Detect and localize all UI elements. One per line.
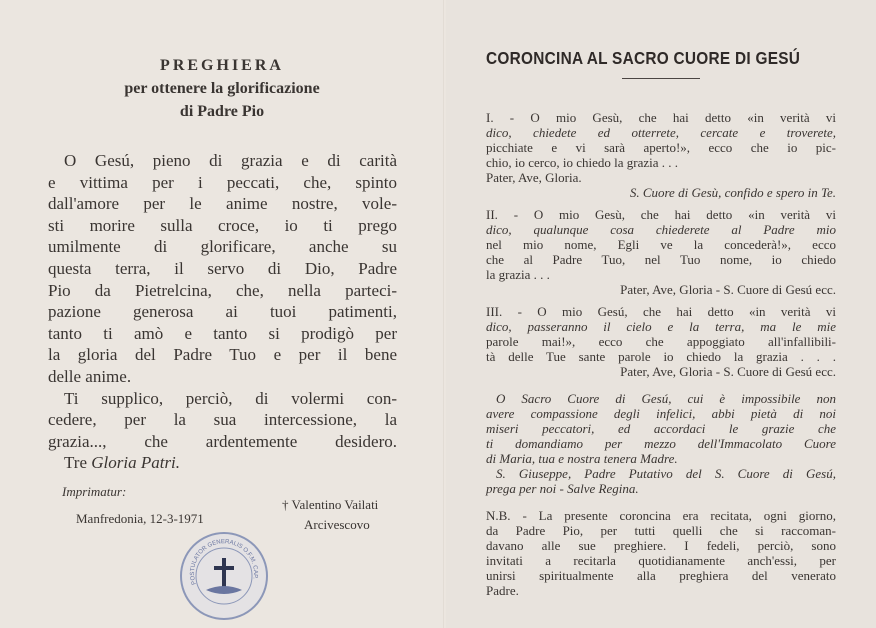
text-line: Pater, Ave, Gloria - S. Cuore di Gesú ecc.: [620, 282, 836, 297]
prayer-closing: [48, 452, 397, 474]
text-line: picchiate e vi sarà aperto!», ecco che io pic-: [486, 140, 836, 155]
coroncina-title: CORONCINA AL SACRO CUORE DI GESÚ: [486, 48, 801, 68]
prayer-line: pazione generosa ai tuoi patimenti,: [48, 302, 397, 322]
text-line: prega per noi - Salve Regina.: [486, 481, 639, 496]
text-line: unirsi spiritualmente alla preghiera del venerato: [486, 568, 836, 583]
prayer-line: umilmente di glorificare, anche su: [48, 237, 397, 257]
section-1: [486, 110, 836, 200]
prayer-body: [48, 150, 397, 474]
section-3: [486, 304, 836, 379]
prayer-subtitle-2: di Padre Pio: [179, 103, 265, 120]
text-line: miseri peccatori, ed accordaci le grazie che: [486, 421, 836, 436]
prayer-line: Ti supplico, perciò, di volermi con-: [64, 388, 397, 408]
text-line: S. Cuore di Gesù, confido e spero in Te.: [629, 185, 836, 200]
text-line: tà delle Tue sante parole io chiedo la grazia . . .: [486, 349, 836, 364]
prayer-line: delle anime.: [48, 366, 132, 386]
text-line: avere compassione degli infelici, abbi pietà di noi: [486, 406, 836, 421]
section-nb: [486, 508, 836, 598]
text-line: S. Giuseppe, Padre Putativo del S. Cuore di Gesú,: [496, 466, 836, 481]
text-line: dico, passeranno il cielo e la terra, ma le mie: [486, 319, 836, 334]
right-page: [446, 0, 876, 628]
prayer-title: PREGHIERA: [160, 57, 284, 74]
text-line: Padre.: [486, 583, 519, 598]
coroncina-body: [486, 110, 836, 605]
text-line: II. - O mio Gesù, che hai detto «in verità vi: [486, 207, 836, 222]
text-line: ti domandiamo per mezzo dell'Immacolato Cuore: [486, 436, 836, 451]
section-2: [486, 207, 836, 297]
text-line: dico, qualunque cosa chiederete al Padre mio: [486, 222, 836, 237]
prayer-line: sti morire sulla croce, io ti prego: [48, 215, 397, 235]
bishop-name: † Valentino Vailati: [282, 497, 379, 512]
text-line: nel mio nome, Egli ve la concederà!», ecco: [486, 237, 836, 252]
closing-prefix: Tre: [64, 453, 92, 473]
prayer-line: e vittima per i peccati, che, spinto: [48, 172, 397, 192]
title-divider: [622, 78, 700, 79]
text-line: III. - O mio Gesú, che hai detto «in verità vi: [486, 304, 836, 319]
text-line: la grazia . . .: [486, 267, 550, 282]
prayer-line: tanto ti amò e tanto si prodigò per: [48, 323, 397, 343]
text-line: Pater, Ave, Gloria.: [486, 170, 582, 185]
text-line: di Maria, tua e nostra tenera Madre.: [486, 451, 678, 466]
text-line: I. - O mio Gesù, che hai detto «in verità vi: [486, 110, 836, 125]
prayer-line: cedere, per la sua intercessione, la: [48, 410, 397, 430]
prayer-line: Pio da Pietrelcina, che, nella parteci-: [48, 280, 397, 300]
prayer-line: O Gesú, pieno di grazia e di carità: [64, 151, 397, 170]
text-line: dico, chiedete ed otterrete, cercate e troverete,: [486, 125, 836, 140]
text-line: O Sacro Cuore di Gesú, cui è impossibile non: [496, 391, 836, 406]
postulator-seal-stamp: [180, 532, 268, 620]
bishop-title: Arcivescovo: [304, 517, 370, 532]
text-line: N.B. - La presente coroncina era recitata, ogni giorno,: [486, 508, 836, 523]
svg-text:POSTULATOR GENERALIS O.F.M. CA: POSTULATOR GENERALIS O.F.M. CAP.: [189, 539, 259, 586]
text-line: parole mai!», ecco che appoggiato all'infallibili-: [486, 334, 836, 349]
prayer-line: grazia..., che ardentemente desidero.: [48, 431, 397, 451]
place-date: Manfredonia, 12-3-1971: [76, 511, 204, 526]
text-line: Pater, Ave, Gloria - S. Cuore di Gesú ecc.: [620, 364, 836, 379]
prayer-subtitle: per ottenere la glorificazione: [124, 80, 320, 97]
prayer-line: questa terra, il servo di Dio, Padre: [48, 258, 397, 278]
prayer-line: la gloria del Padre Tuo e per il bene: [48, 345, 397, 365]
imprimatur-label: Imprimatur:: [62, 484, 127, 499]
text-line: da Padre Pio, per tutti quelli che si raccoman-: [486, 523, 836, 538]
section-invocation: [486, 391, 836, 496]
text-line: davano alle sue preghiere. I fedeli, perciò, sono: [486, 538, 836, 553]
closing-italic: Gloria Patri.: [91, 453, 181, 473]
text-line: invitati a recitarla quotidianamente anch'essi, per: [486, 553, 836, 568]
cross-seal-icon: [182, 534, 266, 618]
prayer-line: dall'amore per le anime nostre, vole-: [48, 194, 397, 214]
text-line: che al Padre Tuo, nel Tuo nome, io chiedo: [486, 252, 836, 267]
text-line: chio, io cerco, io chiedo la grazia . . .: [486, 155, 679, 170]
